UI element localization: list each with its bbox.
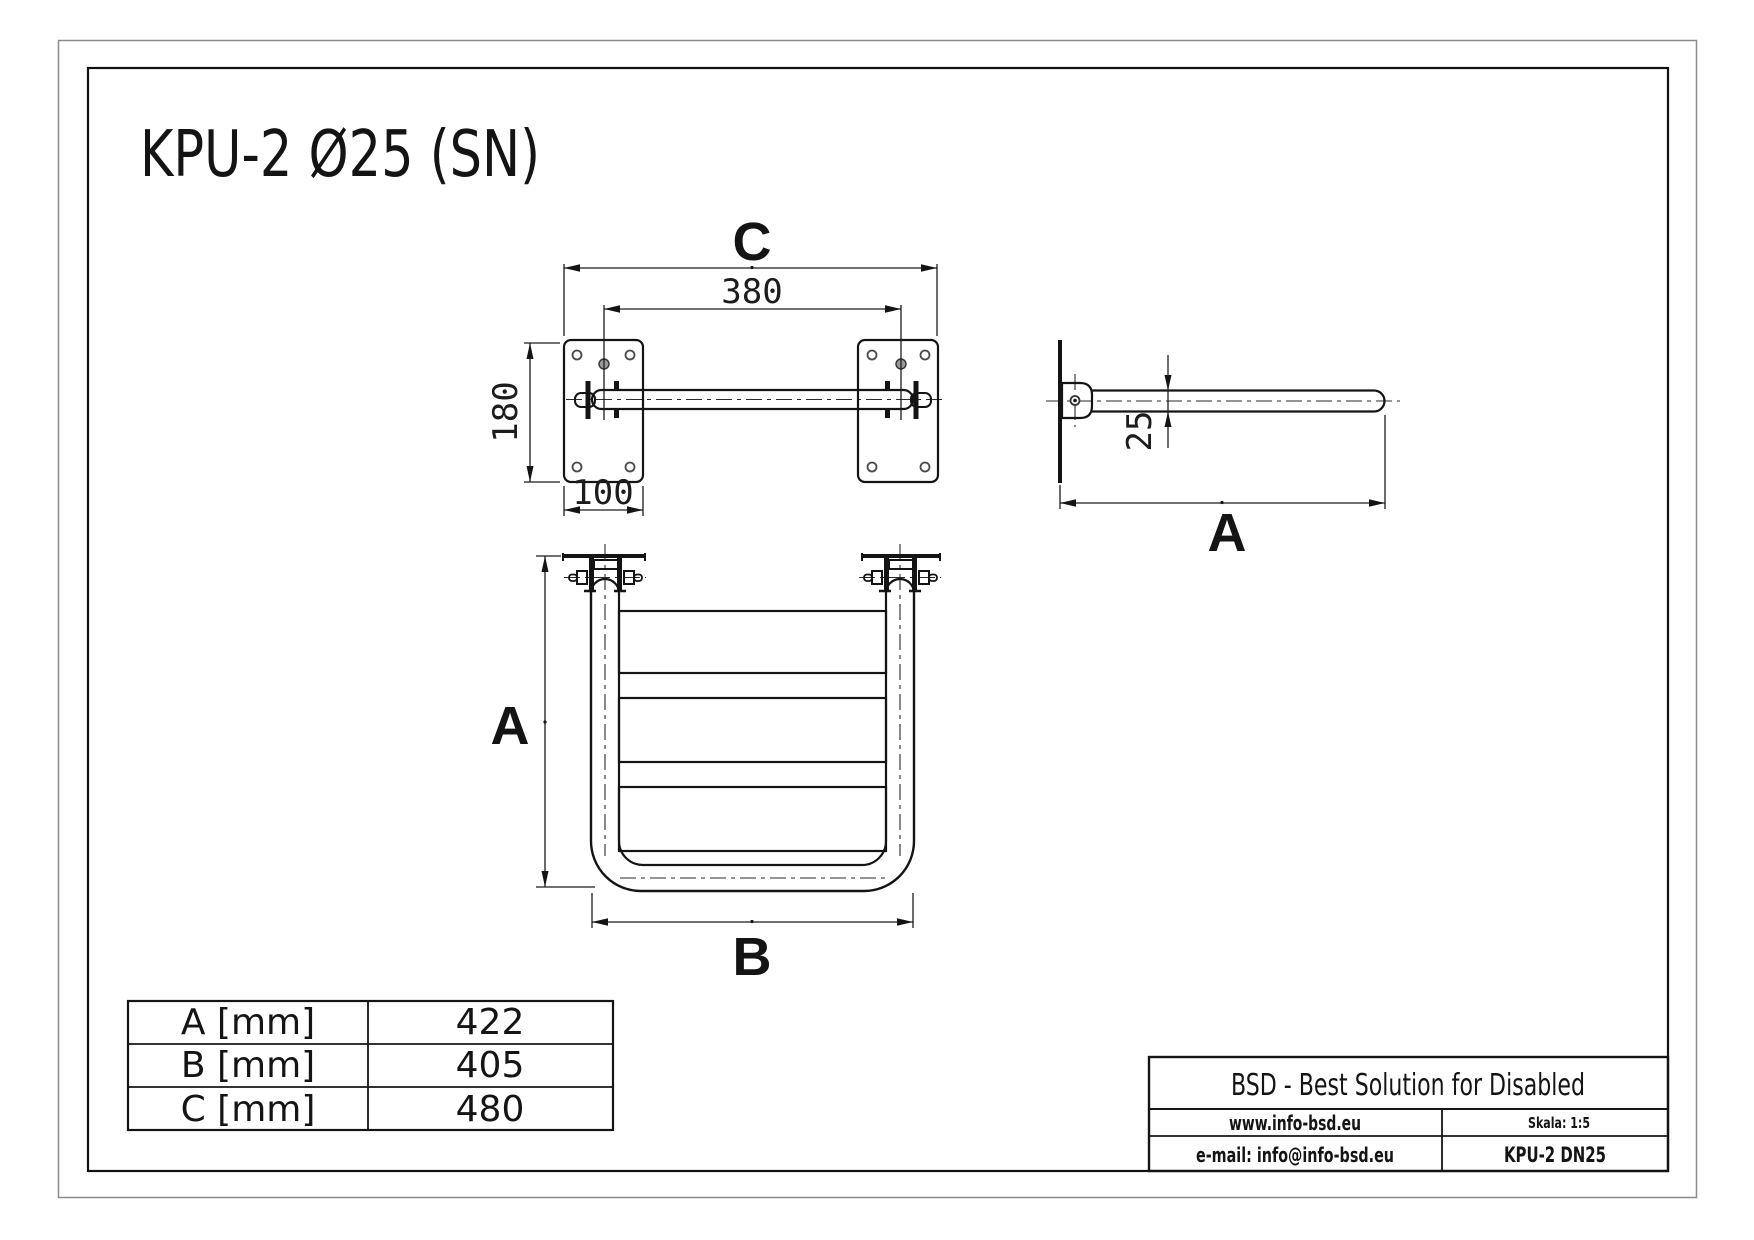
tube-inner <box>619 592 886 865</box>
title-block-company: BSD - Best Solution for Disabled <box>1231 1068 1585 1103</box>
top-view <box>486 212 944 516</box>
title-block-email: e-mail: info@info-bsd.eu <box>1196 1143 1394 1167</box>
title-block-scale: Skala: 1:5 <box>1528 1114 1590 1132</box>
dim-a-front-label: A <box>490 696 530 756</box>
table-row-b <box>181 1045 525 1086</box>
table-label-c: C [mm] <box>180 1089 316 1130</box>
dim-380 <box>604 272 901 420</box>
inner-frame <box>88 68 1668 1171</box>
title-block-website: www.info-bsd.eu <box>1229 1111 1361 1135</box>
dim-180-value: 180 <box>486 381 526 443</box>
drawing-title: KPU-2 Ø25 (SN) <box>140 118 540 192</box>
slat-2 <box>619 698 886 762</box>
table-label-b: B [mm] <box>180 1045 316 1086</box>
table-row-c <box>181 1089 525 1130</box>
dim-180 <box>486 343 560 482</box>
dim-a-front <box>491 556 596 887</box>
dim-c-label: C <box>732 212 772 272</box>
title-block-model: KPU-2 DN25 <box>1504 1143 1606 1167</box>
plate-screw-holes <box>573 351 930 472</box>
dim-100-value: 100 <box>572 473 634 513</box>
table-value-b: 405 <box>455 1045 525 1086</box>
dim-b-label: B <box>732 927 772 987</box>
tube-outer <box>591 592 914 891</box>
dim-b <box>592 893 913 987</box>
table-value-c: 480 <box>455 1089 525 1130</box>
dim-25-value: 25 <box>1120 410 1160 452</box>
dim-25 <box>1120 355 1172 451</box>
dim-a-side-label: A <box>1207 503 1247 563</box>
side-view <box>1046 340 1400 563</box>
slat-1 <box>619 611 886 673</box>
slat-3 <box>619 787 886 851</box>
dim-100 <box>564 473 643 516</box>
title-block <box>1149 1057 1668 1171</box>
table-row-a <box>181 1002 525 1043</box>
dimensions-table <box>128 1001 613 1130</box>
table-value-a: 422 <box>455 1002 525 1043</box>
table-label-a: A [mm] <box>180 1002 316 1043</box>
front-view <box>491 544 942 987</box>
dim-380-value: 380 <box>721 272 783 312</box>
side-pivot-dot <box>1073 399 1077 403</box>
dim-a-side <box>1060 415 1385 563</box>
